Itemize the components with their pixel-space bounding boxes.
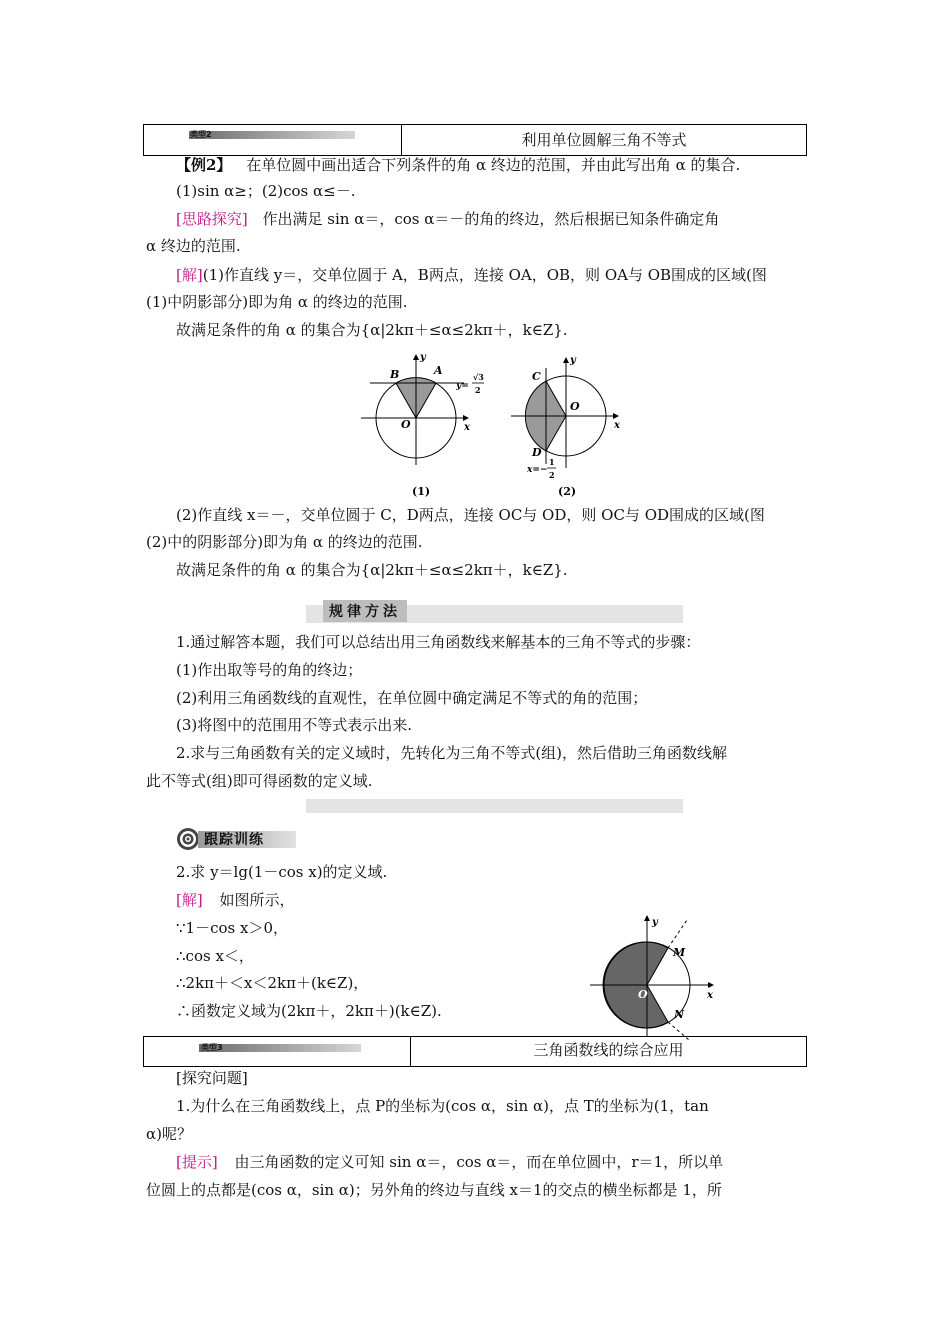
methods-item-1: 1.通过解答本题，我们可以总结出用三角函数线来解基本的三角不等式的步骤：	[176, 633, 701, 651]
methods-step-1: (1)作出取等号的角的终边；	[176, 661, 363, 679]
idea-label: [思路探究]	[176, 210, 248, 228]
explore-hint-line-1	[176, 1152, 723, 1172]
fig3-label-m: M	[673, 946, 686, 959]
explore-label: [探究问题]	[176, 1069, 248, 1087]
explore-q1-line-1: 1.为什么在三角函数线上，点 P的坐标为(cos α，sin α)，点 T的坐标为(1，tan	[176, 1097, 709, 1115]
section-tag-cell-3	[144, 1037, 411, 1066]
fig1-line-label: y=	[456, 381, 469, 391]
practice-step-1: ∵1－cos x＞0，	[176, 919, 288, 937]
section-header-type3	[143, 1036, 807, 1067]
solution1-line-2: (1)中阴影部分)即为角 α 的终边的范围.	[146, 293, 408, 311]
fig2-line-label: x=−	[527, 465, 548, 475]
fig2-label-d: D	[532, 446, 542, 459]
unit-circle-figures	[356, 350, 646, 500]
fig2-label-c: C	[532, 370, 541, 383]
idea-line-1	[176, 209, 719, 229]
explore-q1-line-2: α)呢？	[146, 1125, 192, 1143]
methods-step-2: (2)利用三角函数线的直观性，在单位圆中确定满足不等式的角的范围；	[176, 689, 648, 707]
fig1-label-x: x	[464, 422, 470, 433]
fig3-label-o: O	[638, 988, 648, 1001]
section-tag-label: 类型2	[190, 130, 212, 139]
solution2-result: 故满足条件的角 α 的集合为{α|2kπ＋≤α≤2kπ＋，k∈Z}.	[176, 561, 568, 579]
explore-hint-line-2: 位圆上的点都是(cos α，sin α)；另外角的终边与直线 x＝1的交点的横坐标都是 1，所	[146, 1181, 722, 1199]
target-icon	[176, 827, 200, 851]
hint-label: [提示]	[176, 1153, 218, 1171]
example-prompt: 在单位圆中画出适合下列条件的角 α 终边的范围，并由此写出角 α 的集合.	[246, 156, 741, 174]
methods-title: 规律方法	[323, 600, 407, 622]
section-tag-bar-3	[199, 1044, 361, 1052]
solution1-result: 故满足条件的角 α 的集合为{α|2kπ＋≤α≤2kπ＋，k∈Z}.	[176, 321, 568, 339]
fig1-label-b: B	[390, 368, 400, 381]
methods-end-bar	[306, 799, 683, 813]
fig1-line-num: √3	[473, 372, 484, 382]
practice-step-2: ∴cos x＜，	[176, 947, 254, 965]
fig2-line-num: 1	[549, 457, 555, 467]
fig3-label-x: x	[707, 990, 713, 1001]
section-title: 利用单位圆解三角不等式	[521, 131, 687, 149]
practice-step-3: ∴2kπ＋＜x＜2kπ＋(k∈Z)，	[176, 974, 369, 992]
fig1-label-a: A	[434, 364, 443, 377]
figure-1	[361, 352, 484, 498]
fig2-label-x: x	[614, 420, 620, 431]
practice-figure	[585, 912, 725, 1042]
practice-solution-text: 如图所示，	[219, 891, 295, 909]
figure-2	[511, 355, 621, 498]
section-title-3: 三角函数线的综合应用	[533, 1041, 684, 1059]
fig1-line-den: 2	[475, 385, 481, 395]
section-tag-label-3: 类型3	[201, 1043, 223, 1052]
dashed-ray-m	[668, 920, 687, 948]
practice-step-4: ∴函数定义域为(2kπ＋，2kπ＋)(k∈Z).	[176, 1002, 442, 1020]
section-tag-bar	[189, 131, 355, 139]
fig2-caption: (2)	[558, 485, 577, 498]
solution2-line-1: (2)作直线 x＝－，交单位圆于 C，D两点，连接 OC与 OD，则 OC与 OD围成的区域(图	[176, 506, 765, 524]
section-tag-cell	[144, 125, 402, 155]
solution1-text-1: (1)作直线 y＝，交单位圆于 A，B两点，连接 OA，OB，则 OA与 OB围成的区域(图	[202, 266, 767, 284]
practice-solution-intro	[176, 890, 295, 910]
fig2-label-o: O	[570, 400, 580, 413]
fig1-caption: (1)	[412, 485, 431, 498]
practice-title: 跟踪训练	[204, 832, 264, 848]
methods-item-2-line-2: 此不等式(组)即可得函数的定义域.	[146, 772, 373, 790]
solution1-line-1	[176, 265, 767, 285]
methods-item-2-line-1: 2.求与三角函数有关的定义域时，先转化为三角不等式(组)，然后借助三角函数线解	[176, 744, 728, 762]
hint-text-1: 由三角函数的定义可知 sin α＝，cos α＝，而在单位圆中，r＝1，所以单	[234, 1153, 724, 1171]
example-conditions: (1)sin α≥；(2)cos α≤－.	[176, 182, 356, 200]
practice-problem: 2.求 y＝lg(1－cos x)的定义域.	[176, 863, 388, 881]
practice-header	[176, 828, 296, 850]
solution2-line-2: (2)中的阴影部分)即为角 α 的终边的范围.	[146, 533, 423, 551]
example-prompt-line	[176, 155, 740, 175]
fig2-line-den: 2	[549, 470, 555, 480]
fig2-label-y: y	[570, 355, 576, 366]
fig1-label-o: O	[401, 418, 411, 431]
practice-solution-label: [解]	[176, 891, 203, 909]
solution-label: [解]	[176, 266, 203, 284]
example-label: 【例2】	[176, 156, 232, 174]
fig1-label-y: y	[420, 352, 426, 363]
idea-line-2: α 终边的范围.	[146, 237, 241, 255]
idea-text-1: 作出满足 sin α＝，cos α＝－的角的终边，然后根据已知条件确定角	[262, 210, 720, 228]
methods-step-3: (3)将图中的范围用不等式表示出来.	[176, 716, 413, 734]
fig3-label-y: y	[652, 917, 658, 928]
fig3-label-n: N	[674, 1008, 685, 1021]
section-header-type2	[143, 124, 807, 156]
